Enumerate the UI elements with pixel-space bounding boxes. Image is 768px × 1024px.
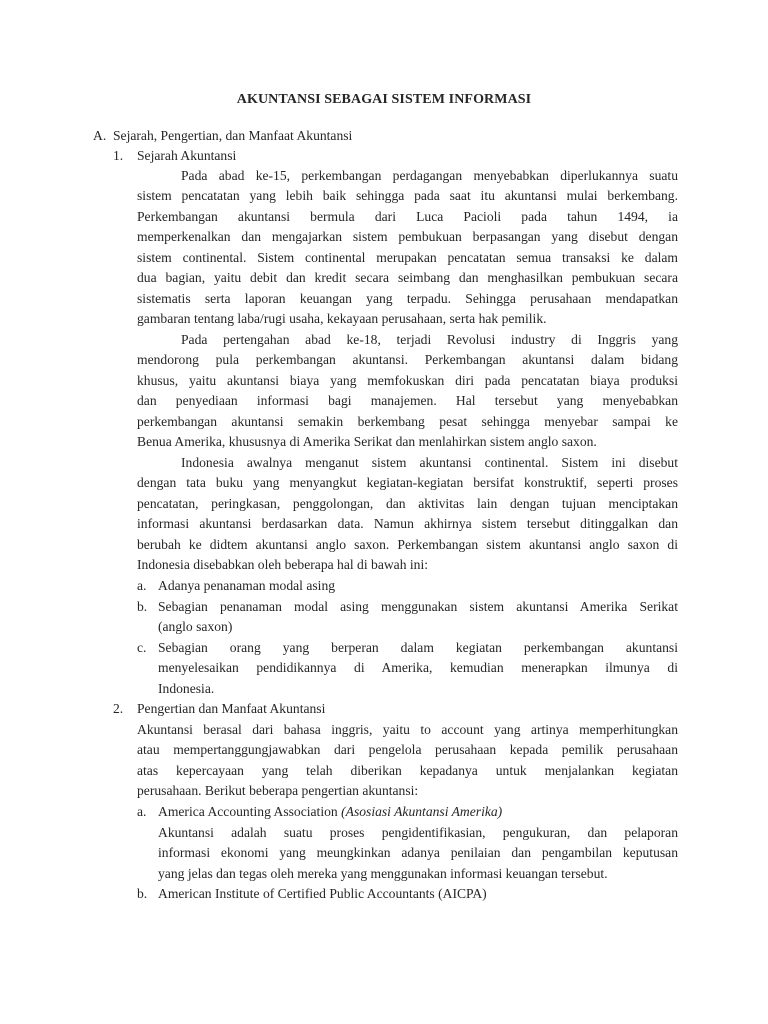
list-item: (anglo saxon) xyxy=(158,619,233,634)
def-a-heading-italic: (Asosiasi Akuntansi Amerika) xyxy=(341,804,503,819)
item-1-heading: Sejarah Akuntansi xyxy=(137,148,237,163)
list-item: Sebagian penanaman modal asing menggunakan sistem akuntansi Amerika Serikat xyxy=(158,599,678,614)
paragraph-line: Perkembangan akuntansi bermula dari Luca Pacioli pada tahun 1494, ia xyxy=(137,209,678,224)
paragraph-line: mendorong pula perkembangan akuntansi. Perkembangan akuntansi dalam bidang xyxy=(137,352,678,367)
def-a-heading xyxy=(158,802,502,822)
list-marker-c: c. xyxy=(137,640,147,655)
paragraph-line: dua bagian, yaitu debit dan kredit secara seimbang dan menghasilkan pembukuan secara xyxy=(137,270,678,285)
item-1-marker: 1. xyxy=(113,148,124,163)
def-marker-b: b. xyxy=(137,886,148,901)
list-item: Sebagian orang yang berperan dalam kegiatan perkembangan akuntansi xyxy=(158,640,678,655)
section-a-heading: Sejarah, Pengertian, dan Manfaat Akuntansi xyxy=(113,128,353,143)
list-marker-a: a. xyxy=(137,578,147,593)
paragraph-line: Indonesia awalnya menganut sistem akuntansi continental. Sistem ini disebut xyxy=(181,455,678,470)
paragraph-line: Akuntansi berasal dari bahasa inggris, yaitu to account yang artinya memperhitungkan xyxy=(137,722,678,737)
paragraph-line: Pada abad ke-15, perkembangan perdagangan menyebabkan diperlukannya suatu xyxy=(181,168,678,183)
paragraph-line: sistem pencatatan yang lebih baik sehingga pada saat itu akuntansi mulai berkembang. xyxy=(137,188,678,203)
paragraph-line: perusahaan. Berikut beberapa pengertian akuntansi: xyxy=(137,783,419,798)
paragraph-line: Pada pertengahan abad ke-18, terjadi Revolusi industry di Inggris yang xyxy=(181,332,678,347)
def-a-heading-text: America Accounting Association xyxy=(158,804,338,819)
paragraph-line: Indonesia disebabkan oleh beberapa hal di bawah ini: xyxy=(137,557,429,572)
paragraph-line: atas kepercayaan yang telah diberikan kepadanya untuk menjalankan kegiatan xyxy=(137,763,678,778)
paragraph-line: informasi akuntansi berdasarkan data. Namun akhirnya sistem tersebut ditinggalkan dan xyxy=(137,516,678,531)
def-marker-a: a. xyxy=(137,804,147,819)
paragraph-line: informasi ekonomi yang meungkinkan adanya penilaian dan pengambilan keputusan xyxy=(158,845,678,860)
paragraph-line: sistem continental. Sistem continental merupakan pencatatan semua transaksi ke dalam xyxy=(137,250,678,265)
paragraph-line: sistematis serta laporan keuangan yang terpadu. Sehingga perusahaan mendapatkan xyxy=(137,291,678,306)
paragraph-line: dengan tata buku yang menyangkut kegiatan-kegiatan bersifat konstruktif, seperti proses xyxy=(137,475,678,490)
list-item: Indonesia. xyxy=(158,681,215,696)
item-2-heading: Pengertian dan Manfaat Akuntansi xyxy=(137,701,326,716)
paragraph-line: berubah ke didtem akuntansi anglo saxon. Perkembangan sistem akuntansi anglo saxon di xyxy=(137,537,678,552)
paragraph-line: memperkenalkan dan mengajarkan sistem pembukuan berpasangan yang disebut dengan xyxy=(137,229,678,244)
item-2-marker: 2. xyxy=(113,701,124,716)
list-item: Adanya penanaman modal asing xyxy=(158,578,336,593)
paragraph-line: pencatatan, peringkasan, penggolongan, dan aktivitas lain dengan tujuan menciptakan xyxy=(137,496,678,511)
paragraph-line: khusus, yaitu akuntansi biaya yang memfokuskan diri pada pencatatan biaya produksi xyxy=(137,373,678,388)
document-title: AKUNTANSI SEBAGAI SISTEM INFORMASI xyxy=(236,92,532,107)
paragraph-line: perkembangan akuntansi semakin berkembang pesat sehingga menyebar sampai ke xyxy=(137,414,678,429)
paragraph-line: Akuntansi adalah suatu proses pengidentifikasian, pengukuran, dan pelaporan xyxy=(158,825,678,840)
def-b-heading: American Institute of Certified Public Accountants (AICPA) xyxy=(158,886,487,901)
list-item: menyelesaikan pendidikannya di Amerika, kemudian menerapkan ilmunya di xyxy=(158,660,678,675)
paragraph-line: yang jelas dan tegas oleh mereka yang menggunakan informasi keuangan tersebut. xyxy=(158,866,608,881)
section-a-marker: A. xyxy=(93,128,107,143)
paragraph-line: Benua Amerika, khususnya di Amerika Serikat dan menlahirkan sistem anglo saxon. xyxy=(137,434,597,449)
list-marker-b: b. xyxy=(137,599,148,614)
paragraph-line: gambaran tentang laba/rugi usaha, kekayaan perusahaan, serta hak pemilik. xyxy=(137,311,547,326)
paragraph-line: dan penyediaan informasi bagi manajemen. Hal tersebut yang menyebabkan xyxy=(137,393,678,408)
paragraph-line: atau mempertanggungjawabkan dari pengelola perusahaan kepada pemilik perusahaan xyxy=(137,742,678,757)
